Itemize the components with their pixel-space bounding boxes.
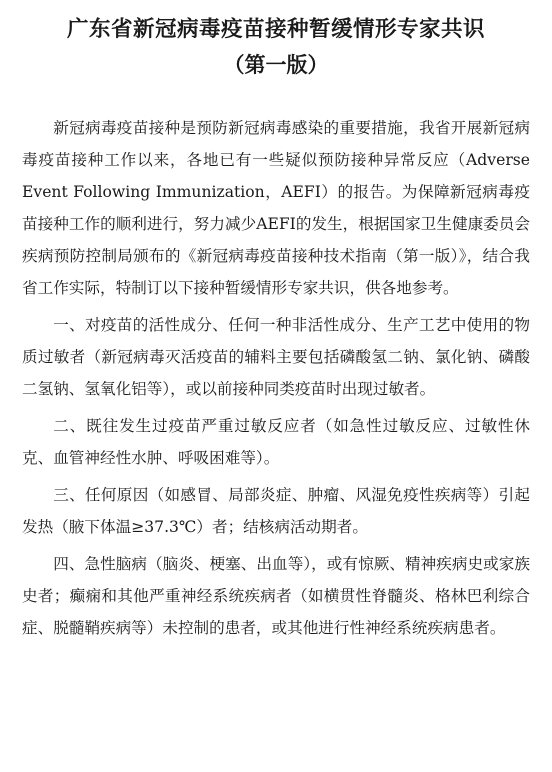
document-title: 广东省新冠病毒疫苗接种暂缓情形专家共识 <box>66 17 485 42</box>
item-1-paragraph: 一、对疫苗的活性成分、任何一种非活性成分、生产工艺中使用的物质过敏者（新冠病毒灭活疫苗的辅料主要包括磷酸氢二钠、氯化钠、磷酸二氢钠、氢氧化铝等），或以前接种同类疫苗时出现过敏者。 <box>22 316 530 398</box>
document-edition: （第一版） <box>223 53 329 77</box>
intro-paragraph: 新冠病毒疫苗接种是预防新冠病毒感染的重要措施，我省开展新冠病毒疫苗接种工作以来，各地已有一些疑似预防接种异常反应（Adverse Event Following Immunization，AEFI）的报告。为保障新冠病毒疫苗接种工作的顺利进行，努力减少AEFI的发生，根据国家卫生健康委员会疾病预防控制局颁布的《新冠病毒疫苗接种技术指南（第一版）》，结合我省工作实际，特制订以下接种暂缓情形专家共识，供各地参考。 <box>22 119 530 297</box>
item-3-paragraph: 三、任何原因（如感冒、局部炎症、肿瘤、风湿免疫性疾病等）引起发热（腋下体温≥37.3℃）者；结核病活动期者。 <box>22 486 530 536</box>
item-2-paragraph: 二、既往发生过疫苗严重过敏反应者（如急性过敏反应、过敏性休克、血管神经性水肿、呼吸困难等）。 <box>22 417 530 467</box>
item-4-paragraph: 四、急性脑病（脑炎、梗塞、出血等），或有惊厥、精神疾病史或家族史者；癫痫和其他严重神经系统疾病者（如横贯性脊髓炎、格林巴利综合症、脱髓鞘疾病等）未控制的患者，或其他进行性神经系统疾病患者。 <box>22 555 530 637</box>
